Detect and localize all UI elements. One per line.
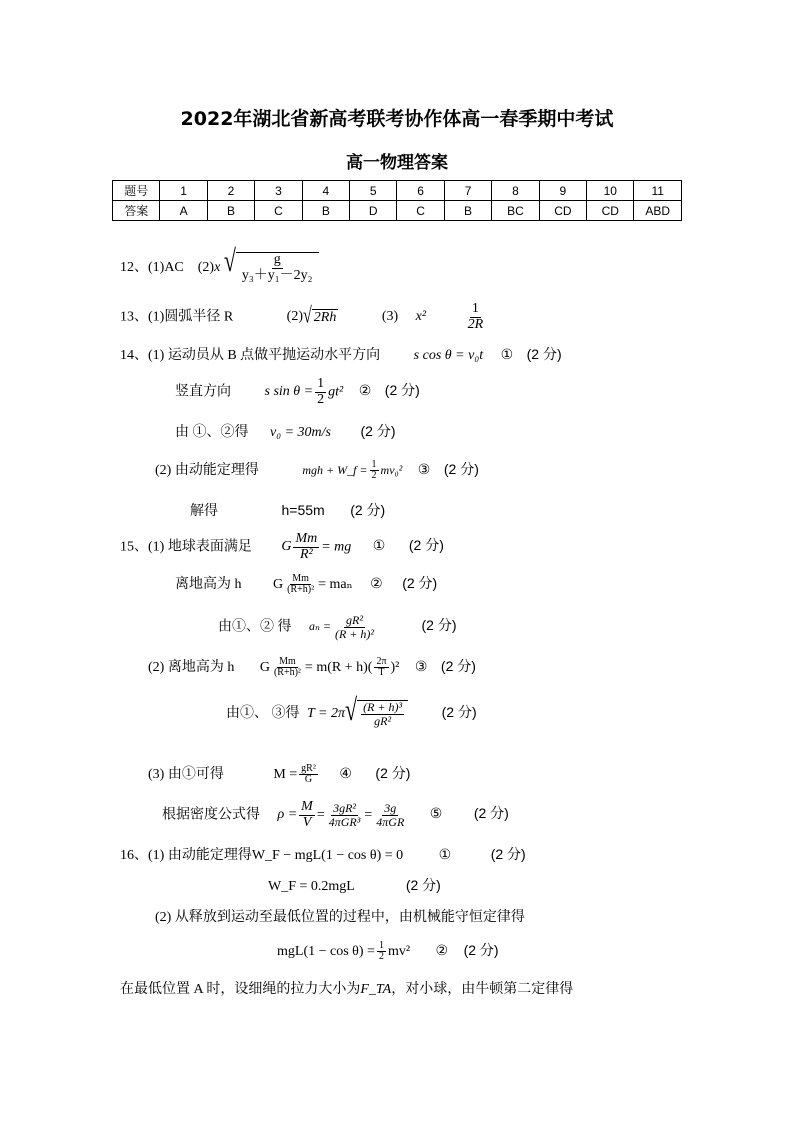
- q13-fraction: $\frac{1}{2R}$: [467, 301, 484, 332]
- q16-line5: 在最低位置 A 时，设细绳的拉力大小为F_TA，对小球，由牛顿第二定律得: [120, 982, 574, 997]
- question-number: 9: [539, 181, 586, 201]
- question-number: 11: [634, 181, 682, 201]
- q14-line2: 竖直方向 s sin θ = $\frac{1}{2}$ gt² ② (2 分): [175, 376, 420, 407]
- question-number: 2: [207, 181, 254, 201]
- q15-line2: 离地高为 h G $\frac{Mm}{\text{(R+h)²}}$ = maₙ ② (2 分): [175, 572, 438, 596]
- q14-line5: 解得 h=55m (2 分): [190, 502, 386, 519]
- document-title: 2022年湖北省新高考联考协作体高一春季期中考试: [180, 108, 614, 130]
- question-number: 3: [255, 181, 302, 201]
- q15-line7: 根据密度公式得 ρ = $\frac{M}{V}$ = $\frac{\text{3gR²}}{\text{4πGR³}}$ = $\frac{3g}{\text{4πGR}}$ ⑤ (2 分): [162, 799, 509, 830]
- q13-x2: x²: [415, 309, 427, 325]
- row-header: 题号: [113, 181, 160, 201]
- question-number: 7: [444, 181, 491, 201]
- table-row: [113, 201, 682, 221]
- q13-part1: 13、(1)圆弧半径 R: [120, 309, 234, 325]
- q14-line4: (2) 由动能定理得 mgh + W_f = $\frac{1}{2}$ mv₀² ③ (2 分): [155, 458, 479, 482]
- question-number: 8: [492, 181, 539, 201]
- answer-cell: A: [160, 201, 207, 221]
- answer-cell: B: [302, 201, 349, 221]
- answer-cell: C: [397, 201, 444, 221]
- answer-cell: CD: [539, 201, 586, 221]
- question-number: 10: [587, 181, 634, 201]
- q14-line1: 14、(1) 运动员从 B 点做平抛运动水平方向 s cos θ = v₀t ① (2 分): [120, 346, 562, 363]
- answer-cell: C: [255, 201, 302, 221]
- q12-prefix: 12、(1)AC (2): [120, 259, 215, 275]
- q15-line4: (2) 离地高为 h G $\frac{Mm}{\text{(R+h)²}}$ = m(R + h)( $\frac{2\pi}{T}$ )² ③ (2 分): [148, 655, 476, 679]
- q12-numerator: g: [273, 252, 281, 267]
- answer-cell: BC: [492, 201, 539, 221]
- question-number: 1: [160, 181, 207, 201]
- q15-line5: 由①、 ③得 T = 2π √ $\frac{\text{(R + h)³}}{\text{gR²}}$ (2 分): [226, 691, 477, 728]
- q13-part3-label: (3): [381, 309, 399, 325]
- document-subtitle: 高一物理答案: [346, 153, 448, 173]
- answer-cell: CD: [587, 201, 634, 221]
- answer-cell: B: [207, 201, 254, 221]
- q12-denominator: y₃＋y₁－2y₂: [241, 267, 313, 283]
- q15-line1: 15、(1) 地球表面满足 G $\frac{Mm}{\text{R²}}$ = mg ① (2 分): [120, 531, 444, 562]
- q12-sqrt: √ $\frac{g}{\text{y₃＋y₁－2y₂}}$: [224, 252, 319, 283]
- question-number: 6: [397, 181, 444, 201]
- q16-line3: (2) 从释放到运动至最低位置的过程中，由机械能守恒定律得: [155, 910, 525, 925]
- q13-line: [120, 302, 487, 332]
- answer-table: [112, 180, 682, 221]
- answer-cell: D: [350, 201, 397, 221]
- q13-part2-label: (2): [286, 309, 303, 325]
- q12-line: [120, 242, 319, 283]
- q16-line1: 16、(1) 由动能定理得W_F − mgL(1 − cos θ) = 0 ① (2 分): [120, 846, 526, 863]
- row-header: 答案: [113, 201, 160, 221]
- question-number: 4: [302, 181, 349, 201]
- answer-cell: ABD: [634, 201, 682, 221]
- table-row: [113, 181, 682, 201]
- q13-sqrt: √ 2Rh: [303, 303, 337, 328]
- q16-line4: mgL(1 − cos θ) = $\frac{1}{2}$ mv² ② (2 分): [277, 939, 499, 963]
- q15-line6: (3) 由①可得 M = $\frac{\text{gR²}}{G}$ ④ (2 分): [148, 762, 411, 786]
- answer-cell: B: [444, 201, 491, 221]
- q16-line2: W_F = 0.2mgL (2 分): [268, 877, 441, 894]
- q14-line3: 由 ①、②得 v₀ = 30m/s (2 分): [175, 423, 396, 440]
- q15-line3: 由①、② 得 aₙ = $\frac{\text{gR²}}{\text{(R + h)²}}$ (2 分): [218, 613, 457, 641]
- question-number: 5: [350, 181, 397, 201]
- q12-x: x: [214, 259, 221, 275]
